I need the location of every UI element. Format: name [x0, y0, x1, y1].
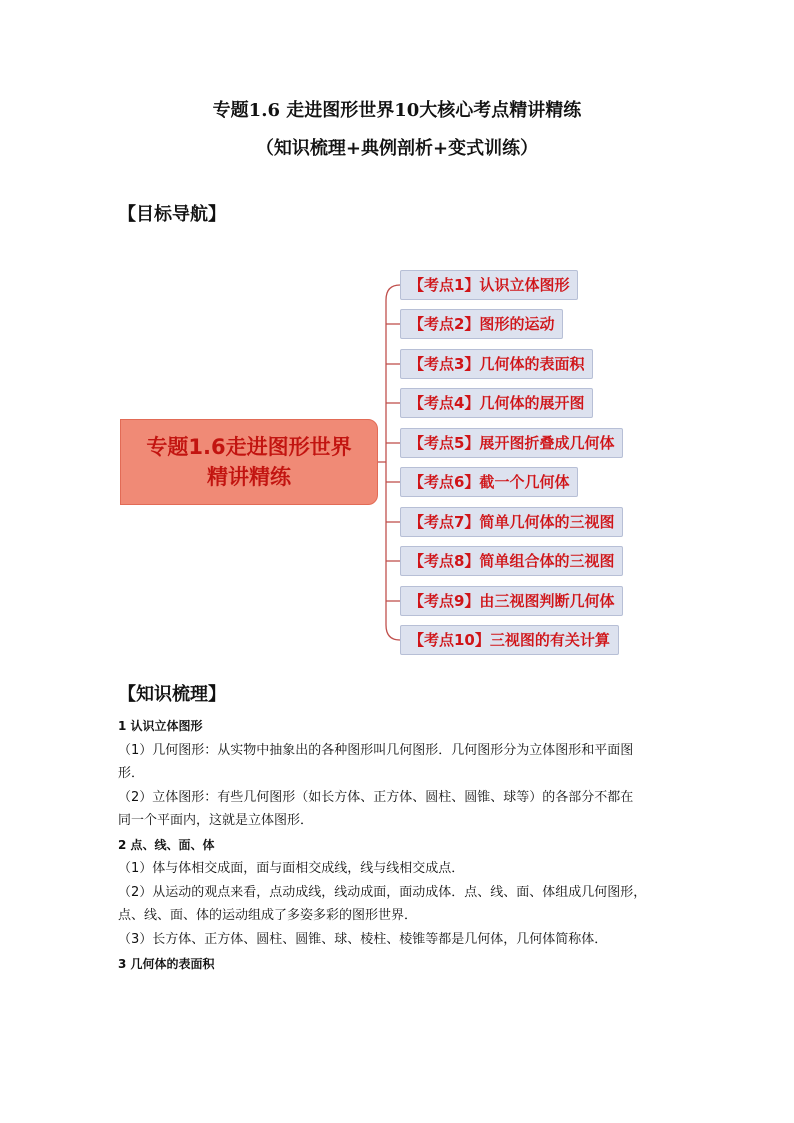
knowledge-heading-1: 1 认识立体图形 — [118, 719, 203, 733]
knowledge-line: （1）几何图形：从实物中抽象出的各种图形叫几何图形．几何图形分为立体图形和平面图 — [118, 743, 634, 758]
knowledge-line: （3）长方体、正方体、圆柱、圆锥、球、棱柱、棱锥等都是几何体，几何体简称体． — [118, 932, 608, 947]
knowledge-heading-2: 2 点、线、面、体 — [118, 838, 215, 852]
connector-top — [386, 285, 400, 300]
knowledge-line: （2）立体图形：有些几何图形（如长方体、正方体、圆柱、圆锥、球等）的各部分不都在 — [118, 790, 634, 805]
knowledge-heading-3: 3 几何体的表面积 — [118, 957, 215, 971]
mind-map-node-1: 【考点1】认识立体图形 — [400, 270, 578, 300]
knowledge-line: 形． — [118, 766, 145, 781]
mind-map-node-3: 【考点3】几何体的表面积 — [400, 349, 593, 379]
mind-map-node-8: 【考点8】简单组合体的三视图 — [400, 546, 623, 576]
knowledge-line: 点、线、面、体的运动组成了多姿多彩的图形世界． — [118, 908, 418, 923]
mind-map-node-9: 【考点9】由三视图判断几何体 — [400, 586, 623, 616]
mind-map-node-6: 【考点6】截一个几何体 — [400, 467, 578, 497]
knowledge-line: （2）从运动的观点来看，点动成线，线动成面，面动成体．点、线、面、体组成几何图形， — [118, 885, 647, 900]
knowledge-line: 同一个平面内，这就是立体图形． — [118, 813, 314, 828]
connector-bottom — [386, 625, 400, 640]
mind-map-node-2: 【考点2】图形的运动 — [400, 309, 563, 339]
mind-map-node-10: 【考点10】三视图的有关计算 — [400, 625, 619, 655]
document-subtitle: （知识梳理+典例剖析+变式训练） — [255, 138, 539, 159]
mind-map-node-5: 【考点5】展开图折叠成几何体 — [400, 428, 623, 458]
center-topic-line1: 专题1.6走进图形世界 — [146, 435, 352, 459]
section-heading-knowledge: 【知识梳理】 — [118, 684, 226, 705]
section-heading-target-nav: 【目标导航】 — [118, 204, 226, 225]
mind-map-node-7: 【考点7】简单几何体的三视图 — [400, 507, 623, 537]
mind-map-node-4: 【考点4】几何体的展开图 — [400, 388, 593, 418]
knowledge-line: （1）体与体相交成面，面与面相交成线，线与线相交成点． — [118, 861, 465, 876]
mind-map-center-topic — [120, 419, 378, 505]
document-title: 专题1.6 走进图形世界10大核心考点精讲精练 — [212, 100, 582, 121]
center-topic-line2: 精讲精练 — [207, 465, 291, 489]
